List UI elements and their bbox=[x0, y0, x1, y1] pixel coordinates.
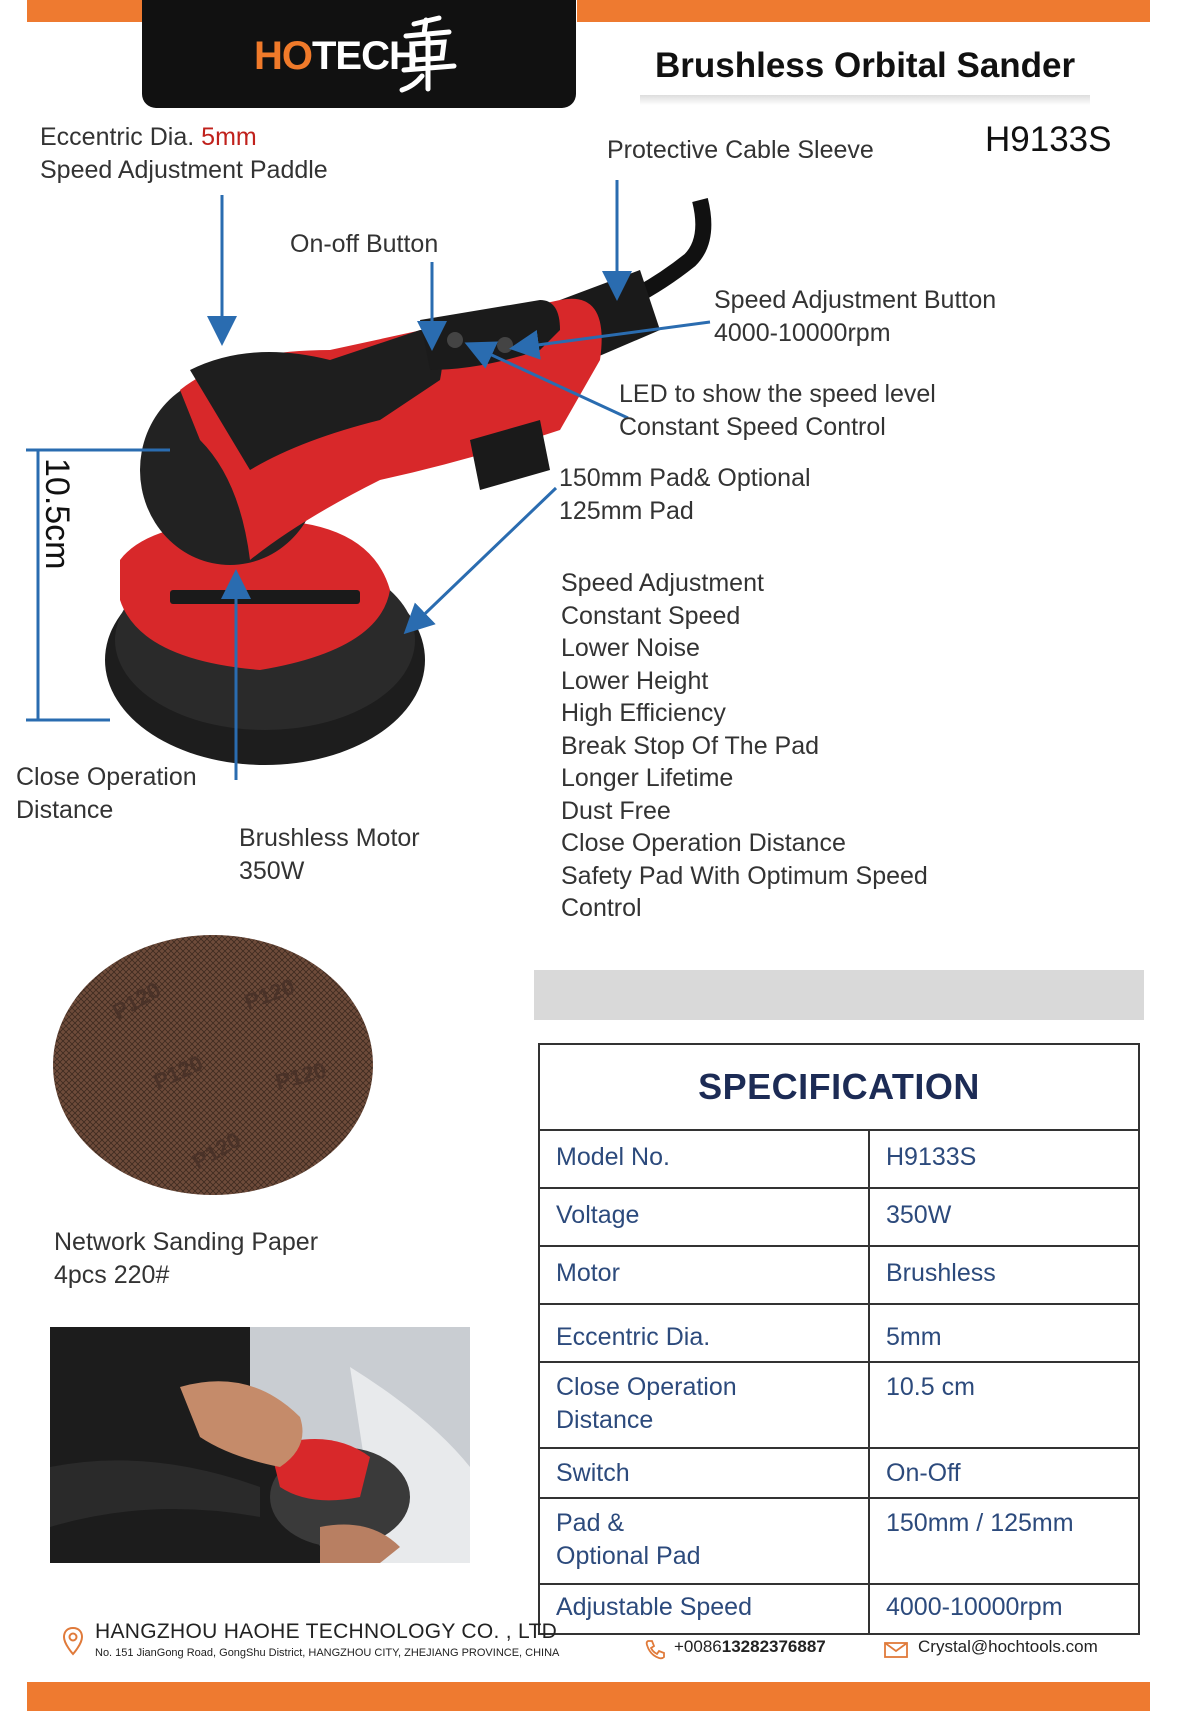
feature-item: Dust Free bbox=[561, 796, 671, 825]
table-row bbox=[539, 1448, 1139, 1498]
constant-speed-label: Constant Speed Control bbox=[619, 413, 886, 441]
sanding-paper-caption bbox=[54, 1226, 318, 1292]
grit-mark: P120 bbox=[108, 976, 166, 1025]
spec-value: 350W bbox=[869, 1188, 1139, 1246]
title-underline bbox=[640, 95, 1090, 105]
phone-digits: 13282376887 bbox=[721, 1637, 826, 1656]
feature-item: Lower Noise bbox=[561, 634, 700, 662]
brand-glyph-icon bbox=[394, 14, 464, 94]
bottom-accent-bar bbox=[27, 1682, 1150, 1711]
spec-heading: SPECIFICATION bbox=[539, 1044, 1139, 1130]
specification-table bbox=[538, 1043, 1140, 1635]
feature-item: Longer Lifetime bbox=[561, 764, 734, 792]
page-title: Brushless Orbital Sander bbox=[655, 46, 1076, 85]
top-accent-bar-right bbox=[577, 0, 1150, 22]
speed-button-icon bbox=[497, 337, 513, 353]
usage-photo bbox=[50, 1327, 470, 1563]
eccentric-label bbox=[40, 121, 257, 154]
pad-label-line2: 125mm Pad bbox=[559, 497, 694, 525]
spec-value: 5mm bbox=[869, 1304, 1139, 1362]
table-row bbox=[539, 1130, 1139, 1188]
motor-label-line1: Brushless Motor bbox=[239, 824, 420, 852]
spec-value: On-Off bbox=[869, 1448, 1139, 1498]
spec-label: Switch bbox=[539, 1448, 869, 1498]
spec-label: Eccentric Dia. bbox=[539, 1304, 869, 1362]
power-button-icon bbox=[447, 332, 463, 348]
close-distance-label-line1: Close Operation bbox=[16, 763, 197, 791]
led-label: LED to show the speed level bbox=[619, 380, 936, 408]
table-row bbox=[539, 1584, 1139, 1634]
cable-label: Protective Cable Sleeve bbox=[607, 136, 874, 164]
section-divider-band bbox=[534, 970, 1144, 1020]
feature-item: Control bbox=[561, 894, 642, 922]
feature-list bbox=[561, 567, 928, 925]
spec-value: Brushless bbox=[869, 1246, 1139, 1304]
brand-logo bbox=[254, 34, 417, 79]
speed-range-label: 4000-10000rpm bbox=[714, 319, 891, 347]
feature-item: Close Operation Distance bbox=[561, 829, 846, 857]
spec-value: 4000-10000rpm bbox=[869, 1584, 1139, 1634]
feature-item: Break Stop Of The Pad bbox=[561, 731, 820, 760]
phone-prefix: +0086 bbox=[674, 1637, 722, 1656]
feature-item: Constant Speed bbox=[561, 601, 741, 630]
paddle-label: Speed Adjustment Paddle bbox=[40, 156, 328, 184]
motor-label-line2: 350W bbox=[239, 857, 305, 885]
table-row bbox=[539, 1362, 1139, 1448]
grit-mark: P120 bbox=[241, 973, 299, 1015]
spec-label: Model No. bbox=[539, 1130, 869, 1188]
pad-label-line1: 150mm Pad& Optional bbox=[559, 464, 811, 492]
model-number: H9133S bbox=[985, 120, 1112, 159]
email-icon bbox=[884, 1642, 908, 1658]
company-name: HANGZHOU HAOHE TECHNOLOGY CO. , LTD bbox=[95, 1620, 558, 1643]
spec-label: Pad & Optional Pad bbox=[539, 1498, 869, 1584]
sanding-paper-line1: Network Sanding Paper bbox=[54, 1228, 319, 1256]
feature-item: Safety Pad With Optimum Speed bbox=[561, 861, 928, 890]
spec-label: Voltage bbox=[539, 1188, 869, 1246]
top-accent-bar-left bbox=[27, 0, 142, 22]
spec-label: Motor bbox=[539, 1246, 869, 1304]
spec-label: Adjustable Speed bbox=[539, 1584, 869, 1634]
height-label: 10.5cm bbox=[38, 458, 76, 570]
grit-mark: P120 bbox=[272, 1057, 329, 1095]
phone-icon bbox=[644, 1638, 666, 1660]
feature-item: Lower Height bbox=[561, 666, 709, 695]
spec-label: Close Operation Distance bbox=[539, 1362, 869, 1448]
table-row bbox=[539, 1246, 1139, 1304]
table-row bbox=[539, 1304, 1139, 1362]
sanding-paper-line2: 4pcs 220# bbox=[54, 1261, 170, 1289]
eccentric-prefix: Eccentric Dia. bbox=[40, 123, 202, 151]
table-row bbox=[539, 1188, 1139, 1246]
feature-item: Speed Adjustment bbox=[561, 569, 764, 597]
location-pin-icon bbox=[62, 1626, 84, 1656]
speed-button-label: Speed Adjustment Button bbox=[714, 286, 997, 314]
onoff-label: On-off Button bbox=[290, 230, 439, 258]
table-row bbox=[539, 1498, 1139, 1584]
phone-number[interactable] bbox=[674, 1637, 826, 1657]
brand-prefix: HO bbox=[254, 34, 312, 78]
pad-arrow bbox=[408, 488, 556, 630]
company-address: No. 151 JianGong Road, GongShu District, HANGZHOU CITY, ZHEJIANG PROVINCE, CHINA bbox=[95, 1647, 560, 1659]
grit-mark: P120 bbox=[149, 1050, 207, 1095]
spec-value: H9133S bbox=[869, 1130, 1139, 1188]
email-address[interactable]: Crystal@hochtools.com bbox=[918, 1637, 1098, 1656]
close-distance-label-line2: Distance bbox=[16, 796, 114, 824]
brand-suffix: TECH bbox=[312, 34, 417, 78]
feature-item: High Efficiency bbox=[561, 699, 726, 727]
spec-value: 150mm / 125mm bbox=[869, 1498, 1139, 1584]
grit-mark: P120 bbox=[188, 1126, 246, 1175]
sanding-paper-image bbox=[48, 930, 378, 1200]
spec-value: 10.5 cm bbox=[869, 1362, 1139, 1448]
eccentric-value: 5mm bbox=[201, 123, 257, 151]
